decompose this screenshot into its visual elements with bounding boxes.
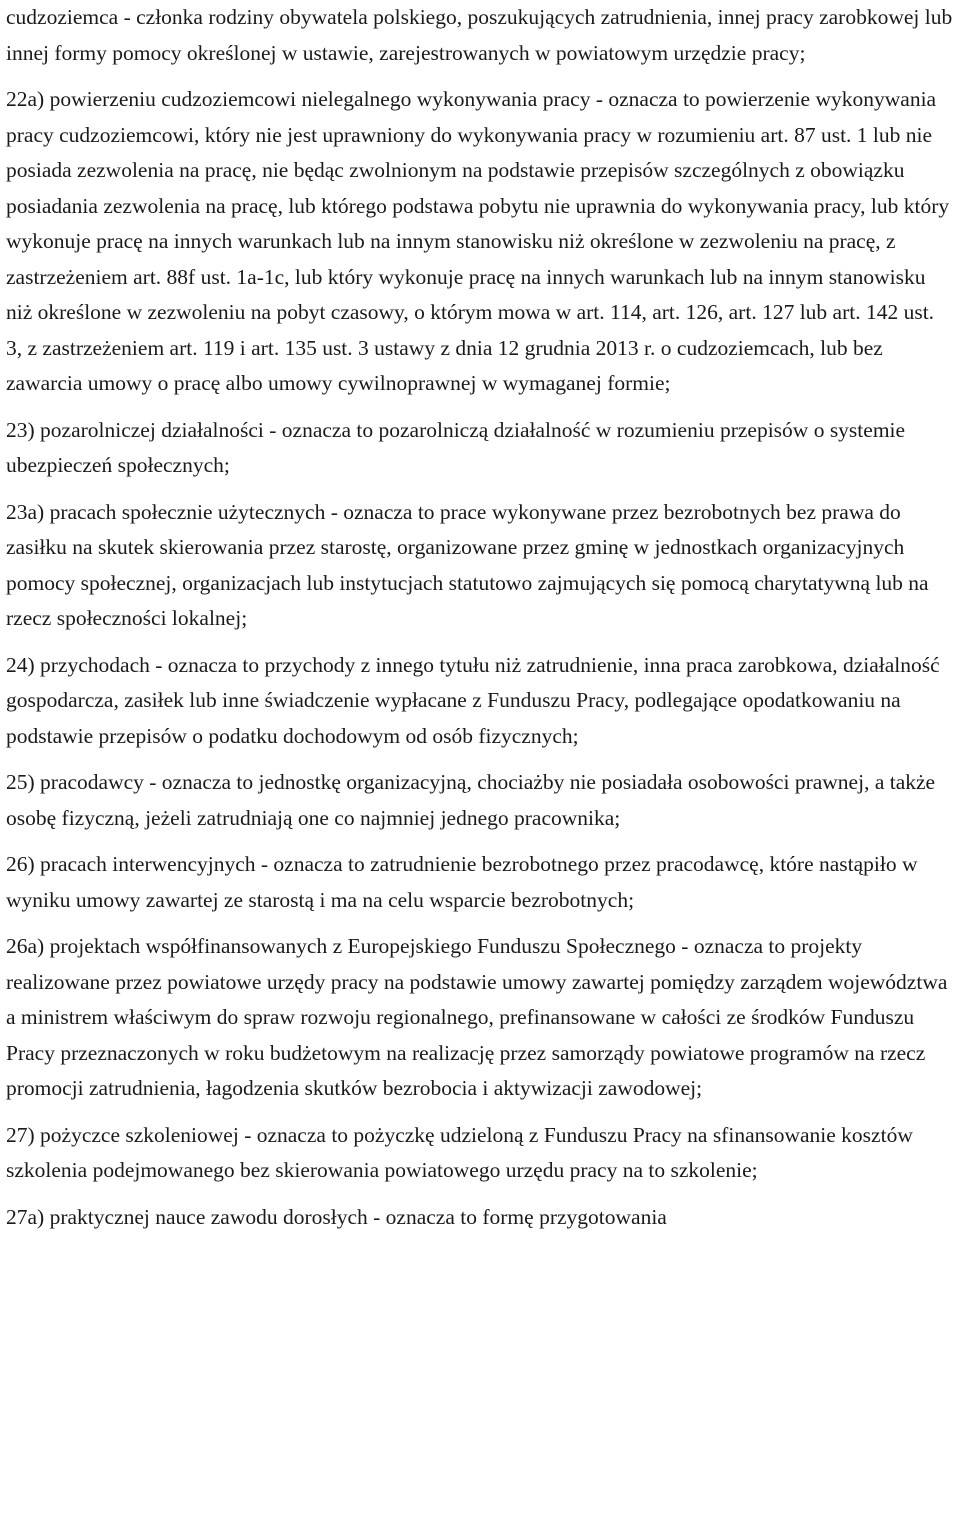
paragraph-27a: 27a) praktycznej nauce zawodu dorosłych - oznacza to formę przygotowania (6, 1204, 667, 1229)
paragraph-continuation: cudzoziemca - członka rodziny obywatela polskiego, poszukujących zatrudnienia, innej pracy zarobkowej lub innej formy pomocy określonej w ustawie, zarejestrowanych w powiatowym urzędzie pracy; (6, 5, 953, 65)
paragraph-23: 23) pozarolniczej działalności - oznacza to pozarolniczą działalność w rozumieniu przepisów o systemie ubezpieczeń społecznych; (6, 417, 906, 477)
paragraph-26a: 26a) projektach współfinansowanych z Europejskiego Funduszu Społecznego - oznacza to projekty realizowane przez powiatowe urzędy pracy na podstawie umowy zawartej pomiędzy zarządem województwa a ministrem właściwym do spraw rozwoju regionalnego, prefinansowane w całości ze środków Funduszu Pracy przeznaczonych w roku budżetowym na realizację przez samorządy powiatowe programów na rzecz promocji zatrudnienia, łagodzenia skutków bezrobocia i aktywizacji zawodowej; (6, 934, 948, 1100)
paragraph-23a: 23a) pracach społecznie użytecznych - oznacza to prace wykonywane przez bezrobotnych bez prawa do zasiłku na skutek skierowania przez starostę, organizowane przez gminę w jednostkach organizacyjnych pomocy społecznej, organizacjach lub instytucjach statutowo zajmujących się pomocą charytatywną lub na rzecz społeczności lokalnej; (6, 499, 929, 630)
paragraph-25: 25) pracodawcy - oznacza to jednostkę organizacyjną, chociażby nie posiadała osobowości prawnej, a także osobę fizyczną, jeżeli zatrudniają one co najmniej jednego pracownika; (6, 770, 936, 830)
paragraph-24: 24) przychodach - oznacza to przychody z innego tytułu niż zatrudnienie, inna praca zarobkowa, działalność gospodarcza, zasiłek lub inne świadczenie wypłacane z Funduszu Pracy, podlegające opodatkowaniu na podstawie przepisów o podatku dochodowym od osób fizycznych; (6, 652, 940, 748)
document-page (6, 0, 954, 1533)
paragraph-22a: 22a) powierzeniu cudzoziemcowi nielegalnego wykonywania pracy - oznacza to powierzenie wykonywania pracy cudzoziemcowi, który nie jest uprawniony do wykonywania pracy w rozumieniu art. 87 ust. 1 lub nie posiada zezwolenia na pracę, nie będąc zwolnionym na podstawie przepisów szczególnych z obowiązku posiadania zezwolenia na pracę, lub którego podstawa pobytu nie uprawnia do wykonywania pracy, lub który wykonuje pracę na innych warunkach lub na innym stanowisku niż określone w zezwoleniu na pracę, z zastrzeżeniem art. 88f ust. 1a-1c, lub który wykonuje pracę na innych warunkach lub na innym stanowisku niż określone w zezwoleniu na pobyt czasowy, o którym mowa w art. 114, art. 126, art. 127 lub art. 142 ust. 3, z zastrzeżeniem art. 119 i art. 135 ust. 3 ustawy z dnia 12 grudnia 2013 r. o cudzoziemcach, lub bez zawarcia umowy o pracę albo umowy cywilnoprawnej w wymaganej formie; (6, 87, 950, 395)
paragraph-26: 26) pracach interwencyjnych - oznacza to zatrudnienie bezrobotnego przez pracodawcę, które nastąpiło w wyniku umowy zawartej ze starostą i ma na celu wsparcie bezrobotnych; (6, 852, 918, 912)
paragraph-27: 27) pożyczce szkoleniowej - oznacza to pożyczkę udzieloną z Funduszu Pracy na sfinansowanie kosztów szkolenia podejmowanego bez skierowania powiatowego urzędu pracy na to szkolenie; (6, 1122, 913, 1182)
